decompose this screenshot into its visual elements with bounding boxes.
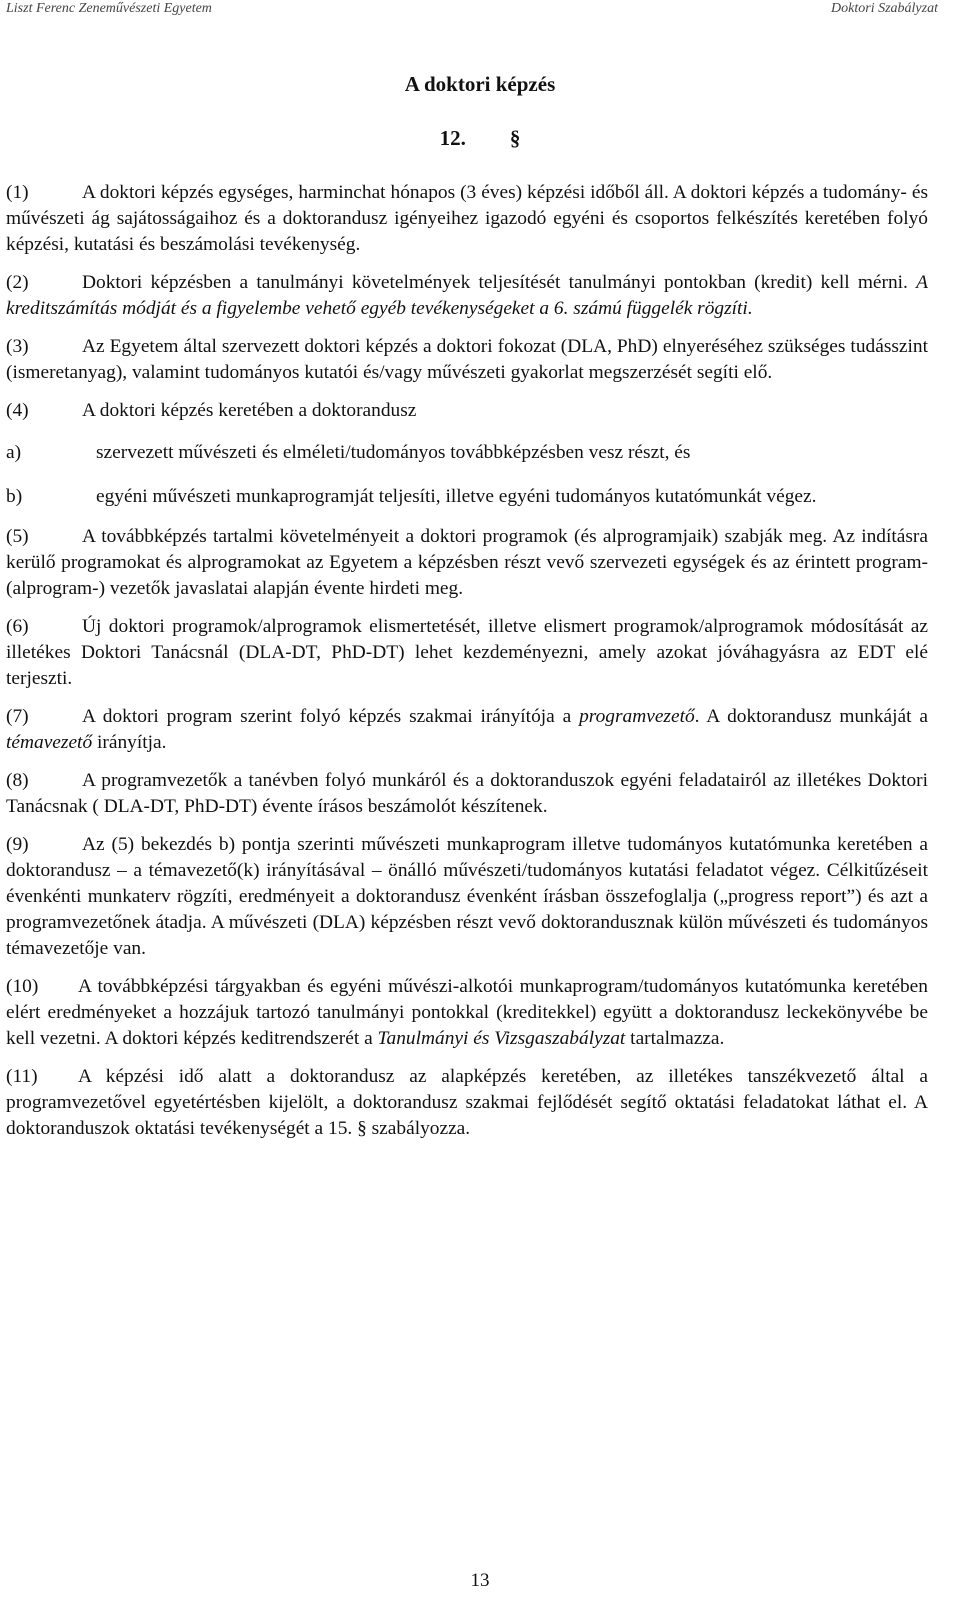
paragraph-text: A doktori program szerint folyó képzés szakmai irányítója a [82, 706, 580, 727]
paragraph-10 [6, 974, 928, 1052]
paragraph-text: A programvezetők a tanévben folyó munkáról és a doktoranduszok egyéni feladatairól az illetékes Doktori Tanácsnak ( DLA-DT, PhD-DT) évente írásos beszámolót készítenek. [6, 770, 928, 817]
paragraph-8 [6, 768, 928, 820]
list-item-label: b) [6, 486, 23, 507]
header-institution: Liszt Ferenc Zeneművészeti Egyetem [6, 1, 212, 16]
paragraph-italic-text: Tanulmányi és Vizsgaszabályzat [377, 1028, 626, 1049]
paragraph-1 [6, 180, 928, 258]
document-body [6, 180, 928, 1154]
list-item-text: egyéni művészeti munkaprogramját teljesíti, illetve egyéni tudományos kutatómunkát végez. [96, 486, 817, 507]
paragraph-6 [6, 614, 928, 692]
page-header [6, 0, 938, 18]
section-heading [0, 126, 960, 151]
paragraph-text: A doktori képzés egységes, harminchat hónapos (3 éves) képzési időből áll. A doktori képzés a tudomány- és művészeti ág sajátosságaihoz és a doktorandusz igényeihez igazodó egyéni és csoportos felkészítés keretében folyó képzési, kutatási és beszámolási tevékenység. [6, 182, 928, 255]
paragraph-number: (2) [6, 272, 29, 293]
paragraph-italic-text: A kreditszámítás módját és a figyelembe vehető egyéb tevékenységeket a 6. számú függelék rögzíti. [6, 272, 928, 319]
paragraph-text: Doktori képzésben a tanulmányi követelmények teljesítését tanulmányi pontokban (kredit) kell mérni. [82, 272, 908, 293]
page-number: 13 [470, 1570, 490, 1591]
paragraph-italic-text: programvezető [579, 706, 695, 727]
paragraph-text: irányítja. [92, 732, 167, 753]
paragraph-number: (4) [6, 400, 29, 421]
list-item-a [6, 440, 928, 466]
paragraph-number: (6) [6, 616, 29, 637]
paragraph-text: A továbbképzési tárgyakban és egyéni művészi-alkotói munkaprogram/tudományos kutatómunka keretében elért eredményeket a hozzájuk tartozó tanulmányi pontokkal (kreditekkel) együtt a doktorandusz leckekönyvébe be kell vezetni. A doktori képzés keditrendszerét a [6, 976, 928, 1049]
paragraph-11 [6, 1064, 928, 1142]
paragraph-text: A továbbképzés tartalmi követelményeit a doktori programok (és alprogramjaik) szabják meg. Az indításra kerülő programokat és alprogramokat az Egyetem a képzésben részt vevő szervezeti egységek és az érintett program- (alprogram-) vezetők javaslatai alapján évente hirdeti meg. [6, 526, 928, 599]
paragraph-text: Az Egyetem által szervezett doktori képzés a doktori fokozat (DLA, PhD) elnyeréséhez szükséges tudásszint (ismeretanyag), valamint tudományos kutatói és/vagy művészeti gyakorlat megszerzését segíti elő. [6, 336, 928, 383]
paragraph-text: Az (5) bekezdés b) pontja szerinti művészeti munkaprogram illetve tudományos kutatómunka keretében a doktorandusz – a témavezető(k) irányításával – önálló művészeti/tudományos kutatási feladatot végez. Célkitűzéseit évenkénti munkaterv rögzíti, eredményeit a doktorandusz évenként írásban összefoglalja („progress report”) és azt a programvezetőnek átadja. A művészeti (DLA) képzésben részt vevő doktorandusznak külön művészeti és tudományos témavezetője van. [6, 834, 928, 959]
paragraph-number: (9) [6, 834, 29, 855]
paragraph-number: (3) [6, 336, 29, 357]
paragraph-text: Új doktori programok/alprogramok elismertetését, illetve elismert programok/alprogramok módosítását az illetékes Doktori Tanácsnál (DLA-DT, PhD-DT) lehet kezdeményezni, amely azokat jóváhagyásra az EDT elé terjeszti. [6, 616, 928, 689]
paragraph-text: . A doktorandusz munkáját a [694, 706, 928, 727]
header-document-title: Doktori Szabályzat [831, 1, 938, 16]
paragraph-text: tartalmazza. [625, 1028, 725, 1049]
paragraph-number: (5) [6, 526, 29, 547]
paragraph-number: (8) [6, 770, 29, 791]
list-item-b [6, 484, 928, 510]
list-item-label: a) [6, 442, 22, 463]
paragraph-9 [6, 832, 928, 962]
paragraph-7 [6, 704, 928, 756]
paragraph-3 [6, 334, 928, 386]
paragraph-text: A doktori képzés keretében a doktorandusz [82, 400, 417, 421]
paragraph-text: A képzési idő alatt a doktorandusz az alapképzés keretében, az illetékes tanszékvezető által a programvezetővel egyetértésben kijelölt, a doktorandusz szakmai fejlődését segítő oktatási feladatokat láthat el. A doktoranduszok oktatási tevékenységét a 15. § szabályozza. [6, 1066, 928, 1139]
paragraph-4 [6, 398, 928, 424]
section-number: 12. [439, 126, 466, 150]
paragraph-italic-text: témavezető [6, 732, 93, 753]
paragraph-5 [6, 524, 928, 602]
paragraph-number: (11) [6, 1066, 38, 1087]
paragraph-number: (7) [6, 706, 29, 727]
list-item-text: szervezett művészeti és elméleti/tudományos továbbképzésben vesz részt, és [96, 442, 691, 463]
section-sign: § [509, 126, 521, 150]
paragraph-number: (1) [6, 182, 29, 203]
chapter-title: A doktori képzés [404, 72, 556, 96]
paragraph-2 [6, 270, 928, 322]
paragraph-number: (10) [6, 976, 39, 997]
